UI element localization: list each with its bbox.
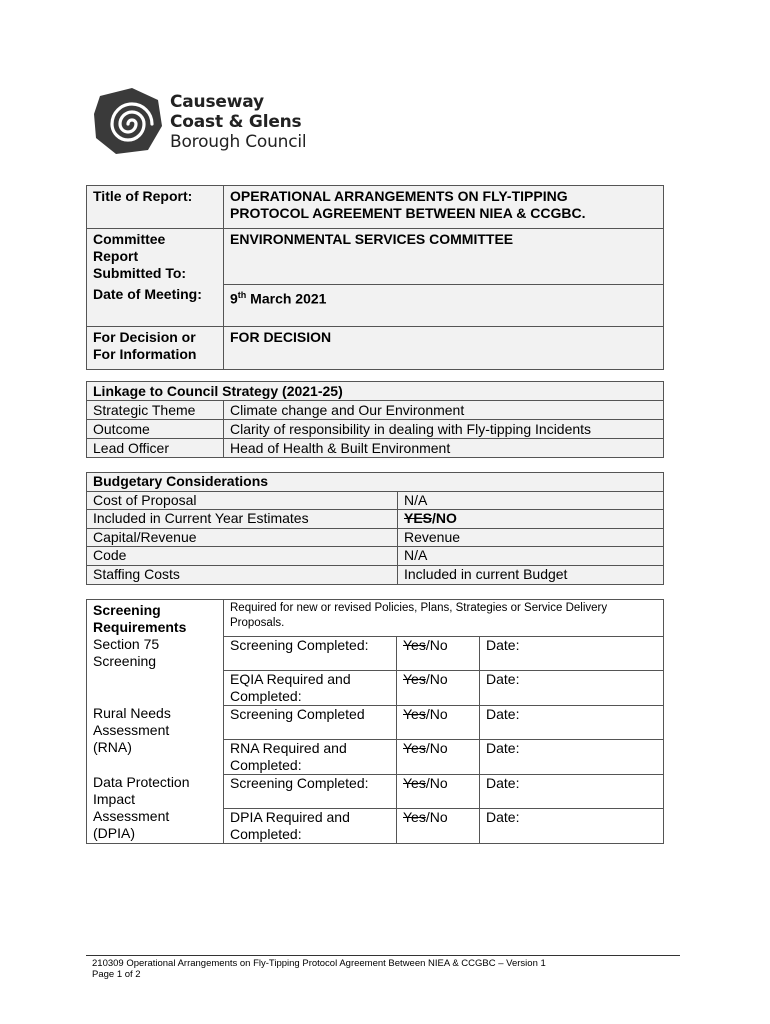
screening-item-line-2: Completed: bbox=[230, 687, 302, 704]
decision-label-line-2: For Information bbox=[93, 346, 197, 362]
struck-yes: Yes bbox=[403, 670, 426, 687]
struck-yes: Yes bbox=[403, 739, 426, 756]
linkage-label: Strategic Theme bbox=[87, 401, 224, 420]
committee-row bbox=[87, 229, 664, 285]
yes-no-value bbox=[397, 739, 480, 774]
date-field: Date: bbox=[480, 705, 664, 739]
committee-value: ENVIRONMENTAL SERVICES COMMITTEE bbox=[224, 229, 664, 285]
linkage-row bbox=[87, 420, 664, 439]
date-field: Date: bbox=[480, 670, 664, 705]
logo-wordmark bbox=[170, 92, 306, 152]
report-info-table bbox=[86, 185, 664, 370]
logo-line-3: Borough Council bbox=[170, 132, 307, 152]
linkage-row bbox=[87, 401, 664, 420]
screening-row bbox=[87, 774, 664, 808]
screening-note: Required for new or revised Policies, Plans, Strategies or Service Delivery Proposals. bbox=[224, 600, 664, 637]
spiral-logo-icon bbox=[92, 86, 164, 156]
linkage-label: Outcome bbox=[87, 420, 224, 439]
section-75-line-1: Section 75 bbox=[93, 636, 160, 652]
screening-item: Screening Completed: bbox=[224, 774, 397, 808]
rna-label bbox=[87, 705, 224, 774]
screening-header-line-1: Screening bbox=[93, 602, 161, 618]
linkage-label: Lead Officer bbox=[87, 439, 224, 458]
screening-item-line-1: RNA Required and bbox=[230, 739, 347, 756]
section-75-line-2: Screening bbox=[93, 653, 157, 669]
linkage-value: Clarity of responsibility in dealing with Fly-tipping Incidents bbox=[224, 420, 664, 439]
screening-item bbox=[224, 670, 397, 705]
budget-header: Budgetary Considerations bbox=[87, 473, 664, 492]
decision-label bbox=[87, 327, 224, 370]
budget-value: Revenue bbox=[398, 528, 664, 547]
struck-yes: YES bbox=[404, 510, 433, 527]
rna-line-2: Assessment bbox=[93, 722, 170, 738]
budget-value: N/A bbox=[398, 491, 664, 510]
linkage-table bbox=[86, 381, 664, 458]
yes-no-value bbox=[397, 670, 480, 705]
screening-item-line-2: Completed: bbox=[230, 825, 302, 842]
budget-label: Included in Current Year Estimates bbox=[87, 510, 398, 529]
screening-item: Screening Completed bbox=[224, 705, 397, 739]
struck-yes: Yes bbox=[403, 636, 426, 653]
budget-label: Cost of Proposal bbox=[87, 491, 398, 510]
no-value: /No bbox=[425, 808, 448, 825]
budget-value: Included in current Budget bbox=[398, 565, 664, 584]
dpia-line-1: Data Protection bbox=[93, 774, 190, 790]
no-value: /No bbox=[425, 636, 448, 653]
logo-line-1: Causeway bbox=[170, 92, 264, 112]
screening-header-line-2: Requirements bbox=[93, 619, 187, 635]
date-suffix: th bbox=[237, 289, 247, 300]
date-field: Date: bbox=[480, 636, 664, 670]
screening-row bbox=[87, 636, 664, 670]
dpia-label bbox=[87, 774, 224, 843]
footer-divider bbox=[86, 955, 680, 956]
rna-line-3: (RNA) bbox=[93, 739, 132, 755]
committee-label bbox=[87, 229, 224, 285]
screening-item bbox=[224, 739, 397, 774]
date-rest: March 2021 bbox=[246, 290, 327, 307]
yes-no-value bbox=[397, 774, 480, 808]
no-value: /No bbox=[425, 705, 448, 722]
dpia-line-2: Impact bbox=[93, 791, 136, 807]
linkage-value: Climate change and Our Environment bbox=[224, 401, 664, 420]
yes-no-value bbox=[397, 636, 480, 670]
budget-label: Staffing Costs bbox=[87, 565, 398, 584]
budget-label: Code bbox=[87, 547, 398, 566]
screening-header-row bbox=[87, 600, 664, 637]
screening-header bbox=[87, 600, 224, 637]
budget-value-rest: /NO bbox=[432, 510, 457, 527]
struck-yes: Yes bbox=[403, 705, 426, 722]
budget-row bbox=[87, 528, 664, 547]
title-value-line-2: PROTOCOL AGREEMENT BETWEEN NIEA & CCGBC. bbox=[230, 205, 586, 221]
footer-document-name: 210309 Operational Arrangements on Fly-Tipping Protocol Agreement Between NIEA & CCGBC – Version 1 bbox=[92, 958, 546, 969]
decision-label-line-1: For Decision or bbox=[93, 329, 196, 345]
rna-line-1: Rural Needs bbox=[93, 705, 171, 721]
date-value: 9th March 2021 bbox=[224, 284, 664, 327]
linkage-row bbox=[87, 439, 664, 458]
budget-row bbox=[87, 565, 664, 584]
yes-no-value bbox=[397, 705, 480, 739]
date-field: Date: bbox=[480, 808, 664, 843]
screening-item-line-2: Completed: bbox=[230, 756, 302, 773]
budget-row bbox=[87, 510, 664, 529]
screening-item-line-1: EQIA Required and bbox=[230, 670, 351, 687]
linkage-value: Head of Health & Built Environment bbox=[224, 439, 664, 458]
dpia-line-4: (DPIA) bbox=[93, 825, 135, 841]
decision-row bbox=[87, 327, 664, 370]
date-field: Date: bbox=[480, 774, 664, 808]
section-75-label bbox=[87, 636, 224, 705]
title-row bbox=[87, 186, 664, 229]
title-label: Title of Report: bbox=[87, 186, 224, 229]
struck-yes: Yes bbox=[403, 774, 426, 791]
no-value: /No bbox=[425, 774, 448, 791]
date-label: Date of Meeting: bbox=[87, 284, 224, 327]
screening-row bbox=[87, 705, 664, 739]
title-value-line-1: OPERATIONAL ARRANGEMENTS ON FLY-TIPPING bbox=[230, 188, 568, 204]
screening-item bbox=[224, 808, 397, 843]
date-field: Date: bbox=[480, 739, 664, 774]
dpia-line-3: Assessment bbox=[93, 808, 170, 824]
decision-value: FOR DECISION bbox=[224, 327, 664, 370]
budget-row bbox=[87, 547, 664, 566]
committee-label-line-1: Committee bbox=[93, 231, 166, 247]
budget-table bbox=[86, 472, 664, 585]
budget-value: N/A bbox=[398, 547, 664, 566]
budget-row bbox=[87, 491, 664, 510]
logo-line-2: Coast & Glens bbox=[170, 112, 302, 132]
council-logo bbox=[92, 86, 322, 158]
budget-label: Capital/Revenue bbox=[87, 528, 398, 547]
footer-page-number: Page 1 of 2 bbox=[92, 969, 141, 980]
committee-label-line-3: Submitted To: bbox=[93, 265, 187, 281]
linkage-header: Linkage to Council Strategy (2021-25) bbox=[87, 382, 664, 401]
no-value: /No bbox=[425, 670, 448, 687]
date-row bbox=[87, 284, 664, 327]
committee-label-line-2: Report bbox=[93, 248, 139, 264]
screening-table bbox=[86, 599, 664, 844]
screening-item-line-1: DPIA Required and bbox=[230, 808, 350, 825]
no-value: /No bbox=[425, 739, 448, 756]
yes-no-value bbox=[397, 808, 480, 843]
screening-item: Screening Completed: bbox=[224, 636, 397, 670]
page-footer bbox=[92, 958, 546, 980]
struck-yes: Yes bbox=[403, 808, 426, 825]
budget-value bbox=[398, 510, 664, 529]
title-value bbox=[224, 186, 664, 229]
